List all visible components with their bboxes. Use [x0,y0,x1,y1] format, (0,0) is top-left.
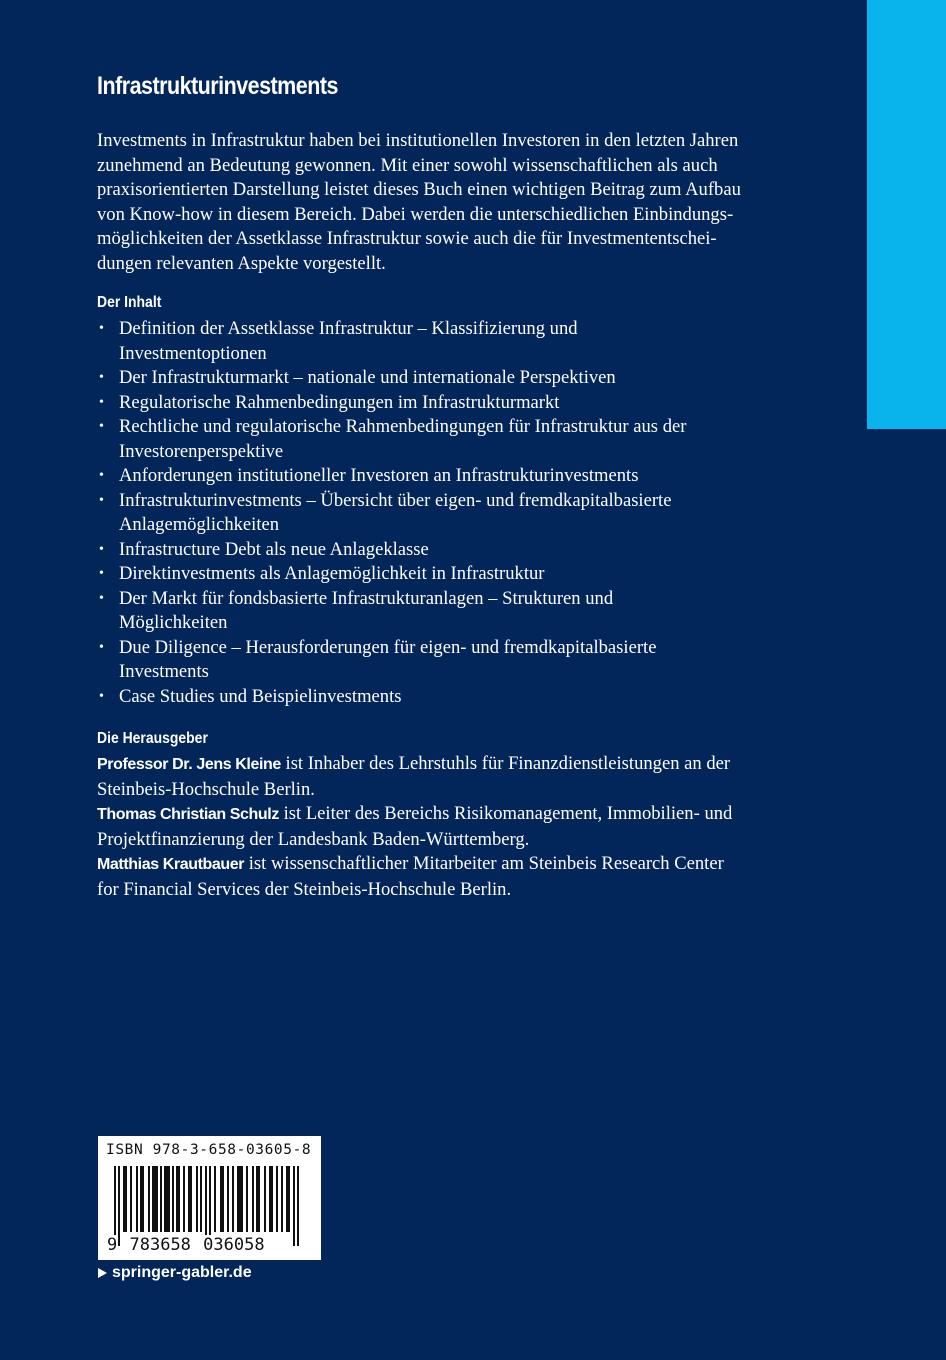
contents-list [97,317,797,709]
editors-heading: Die Herausgeber [97,730,208,747]
bullet-icon: • [99,394,104,410]
list-item-text: Direktinvestments als Anlagemöglichkeit in Infrastruktur [119,563,545,584]
intro-line: praxisorientierten Darstellung leistet dieses Buch einen wichtigen Beitrag zum Aufbau [97,179,741,200]
editor-description: ist Inhaber des Lehrstuhls für Finanzdienstleistungen an der [280,753,731,774]
ean-right-group: 036058 [203,1235,265,1255]
editor-entry [97,752,797,778]
list-item [97,685,797,710]
intro-paragraph [97,129,787,276]
list-item [97,587,797,636]
isbn-label: ISBN 978-3-658-03605-8 [106,1142,312,1158]
list-item [97,489,797,538]
editor-description: for Financial Services der Steinbeis-Hochschule Berlin. [97,878,512,900]
bullet-icon: • [99,541,104,557]
editor-name: Matthias Krautbauer [97,856,245,873]
intro-line: Investments in Infrastruktur haben bei institutionellen Investoren in den letzten Jahren [97,130,739,151]
contents-heading: Der Inhalt [97,294,162,311]
editor-description: Projektfinanzierung der Landesbank Baden-Württemberg. [97,828,530,850]
website-label: springer-gabler.de [112,1264,252,1281]
isbn-barcode [98,1136,321,1260]
editors-section [97,752,797,902]
editor-description: ist Leiter des Bereichs Risikomanagement, Immobilien- und [278,803,733,824]
intro-line: von Know-how in diesem Bereich. Dabei werden die unterschiedlichen Einbindungs- [97,203,734,225]
list-item-text: Der Markt für fondsbasierte Infrastrukturanlagen – Strukturen und [119,587,614,609]
list-item [97,562,797,587]
list-item-text: Infrastrukturinvestments – Übersicht über eigen- und fremdkapitalbasierte [119,489,672,511]
editor-entry [97,802,797,828]
list-item [97,464,797,489]
intro-line: zunehmend an Bedeutung gewonnen. Mit einer sowohl wissenschaftlichen als auch [97,154,718,176]
list-item-text: Investmentoptionen [119,342,267,364]
bullet-icon: • [99,468,104,483]
list-item [97,415,797,464]
list-item-text: Anlagemöglichkeiten [119,514,280,535]
triangle-right-icon [98,1268,107,1278]
list-item-text: Rechtliche und regulatorische Rahmenbedingungen für Infrastruktur aus der [119,416,687,437]
list-item-text: Due Diligence – Herausforderungen für eigen- und fremdkapitalbasierte [119,636,657,658]
editor-name: Thomas Christian Schulz [97,806,279,823]
list-item [97,366,797,391]
bullet-icon: • [99,566,104,581]
publisher-website[interactable] [98,1264,252,1282]
accent-bar [867,0,946,429]
list-item-text: Der Infrastrukturmarkt – nationale und internationale Perspektiven [119,367,616,388]
list-item-text: Regulatorische Rahmenbedingungen im Infrastrukturmarkt [119,391,560,413]
book-title: Infrastrukturinvestments [97,72,338,100]
list-item-text: Möglichkeiten [119,612,228,633]
list-item-text: Case Studies und Beispielinvestments [119,685,402,707]
list-item-text: Definition der Assetklasse Infrastruktur – Klassifizierung und [119,318,578,339]
list-item [97,391,797,416]
list-item [97,317,797,366]
list-item-text: Infrastructure Debt als neue Anlageklasse [119,538,429,560]
intro-line: möglichkeiten der Assetklasse Infrastruktur sowie auch die für Investmententschei- [97,228,717,249]
bullet-icon: • [99,321,104,336]
list-item [97,636,797,685]
editor-entry [97,852,797,878]
ean-left-group: 783658 [129,1235,191,1255]
editor-description: ist wissenschaftlicher Mitarbeiter am Steinbeis Research Center [244,853,724,874]
bullet-icon: • [99,590,104,606]
bullet-icon: • [99,492,104,508]
editor-name: Professor Dr. Jens Kleine [97,756,281,773]
list-item-text: Investorenperspektive [119,440,284,462]
barcode-icon [106,1166,306,1246]
intro-line: dungen relevanten Aspekte vorgestellt. [97,252,386,274]
editor-description: Steinbeis-Hochschule Berlin. [97,778,315,800]
bullet-icon: • [99,639,104,655]
list-item-text: Anforderungen institutioneller Investoren an Infrastrukturinvestments [119,465,639,486]
ean-digits [106,1235,266,1255]
bullet-icon: • [99,370,104,385]
ean-first-digit: 9 [107,1235,118,1255]
bullet-icon: • [99,688,104,704]
list-item-text: Investments [119,661,209,682]
list-item [97,538,797,563]
bullet-icon: • [99,419,104,434]
